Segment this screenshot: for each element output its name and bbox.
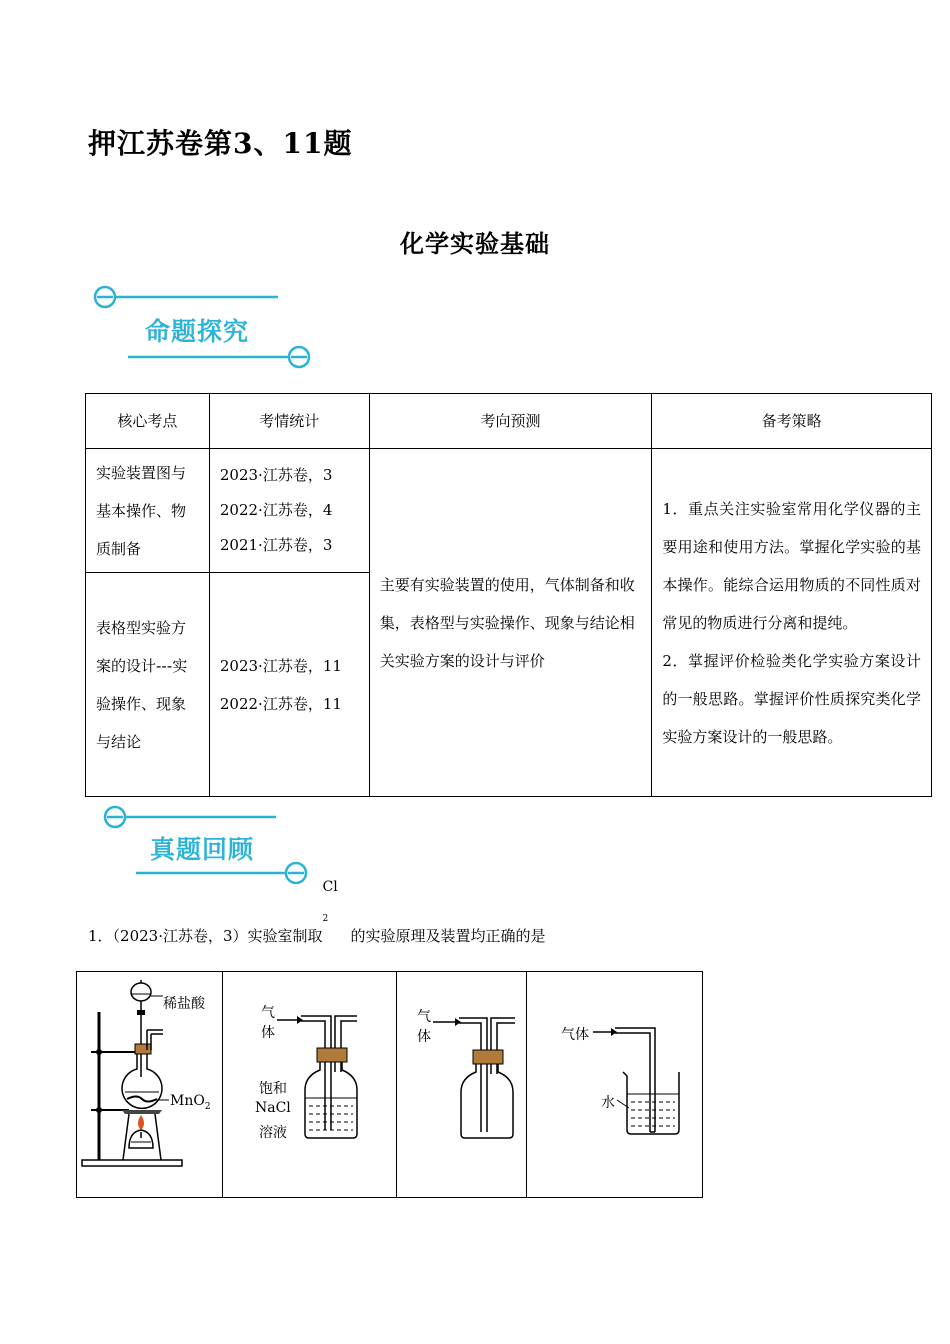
- topic-line: 表格型实验方: [96, 618, 187, 637]
- panel-b-wash-bottle: [223, 972, 397, 1197]
- label-gas: 气体: [561, 1027, 589, 1043]
- stat-line: 2021·江苏卷，3: [219, 536, 333, 554]
- apparatus-figure: [76, 971, 703, 1198]
- chlorine-formula: Cl $_2$: [322, 879, 338, 924]
- header-core-topic: 核心考点: [86, 394, 210, 449]
- banner-mingti: [90, 284, 320, 374]
- label-hydrochloric-acid: 稀盐酸: [163, 996, 205, 1012]
- label-solution: 溶液: [259, 1125, 287, 1141]
- label-gas-1: 气: [261, 1005, 275, 1021]
- header-strategy: 备考策略: [652, 394, 932, 449]
- topic-line: 案的设计---实: [96, 656, 188, 675]
- prediction-cell: 主要有实验装置的使用，气体制备和收集，表格型与实验操作、现象与结论相关实验方案的设计与评价: [369, 449, 652, 797]
- absorption-beaker-icon: [527, 972, 701, 1196]
- topic-cell: [86, 573, 210, 797]
- section-title: 化学实验基础: [400, 229, 550, 258]
- label-gas-2: 体: [417, 1029, 431, 1045]
- header-prediction: 考向预测: [369, 394, 652, 449]
- panel-d-absorption-beaker: [527, 972, 701, 1197]
- topic-line: 基本操作、物: [96, 501, 187, 520]
- strategy-item: 1．重点关注实验室常用化学仪器的主要用途和使用方法。掌握化学实验的基本操作。能综合运用物质的不同性质对常见的物质进行分离和提纯。: [662, 499, 921, 632]
- exam-analysis-table: [85, 393, 932, 797]
- question-prefix: 1．（2023·江苏卷，3）实验室制取: [88, 927, 323, 945]
- banner-label: 真题回顾: [150, 835, 255, 864]
- topic-line: 质制备: [96, 539, 142, 558]
- panel-c-collection-bottle: [397, 972, 527, 1197]
- stats-cell: [209, 449, 369, 573]
- question-1: [88, 879, 546, 946]
- topic-line: 验操作、现象: [96, 694, 187, 713]
- document-title: 押江苏卷第3、11题: [88, 127, 353, 160]
- strategy-cell: [652, 449, 932, 797]
- label-saturated: 饱和: [259, 1081, 287, 1097]
- stat-line: 2022·江苏卷，11: [219, 694, 342, 713]
- label-gas-1: 气: [417, 1009, 431, 1025]
- label-water: 水: [601, 1095, 615, 1111]
- topic-line: 与结论: [96, 732, 142, 751]
- label-nacl: NaCl: [255, 1100, 291, 1116]
- label-gas-2: 体: [261, 1025, 275, 1041]
- panel-a-generator: [77, 972, 223, 1197]
- label-mno2: MnO$_2$: [170, 1093, 211, 1112]
- strategy-item: 2．掌握评价检验类化学实验方案设计的一般思路。掌握评价性质探究类化学实验方案设计的一般思路。: [662, 651, 921, 746]
- stats-cell: [209, 573, 369, 797]
- table-header-row: [86, 394, 932, 449]
- stat-line: 2023·江苏卷，11: [219, 656, 342, 675]
- header-statistics: 考情统计: [209, 394, 369, 449]
- banner-zhenti: [100, 804, 330, 894]
- wash-bottle-icon: [223, 972, 397, 1196]
- topic-line: 实验装置图与: [96, 463, 187, 482]
- topic-cell: [86, 449, 210, 573]
- question-suffix: 的实验原理及装置均正确的是: [350, 927, 546, 945]
- table-row: [86, 449, 932, 573]
- stat-line: 2023·江苏卷，3: [219, 466, 333, 484]
- stat-line: 2022·江苏卷，4: [219, 501, 333, 519]
- banner-label: 命题探究: [145, 317, 250, 346]
